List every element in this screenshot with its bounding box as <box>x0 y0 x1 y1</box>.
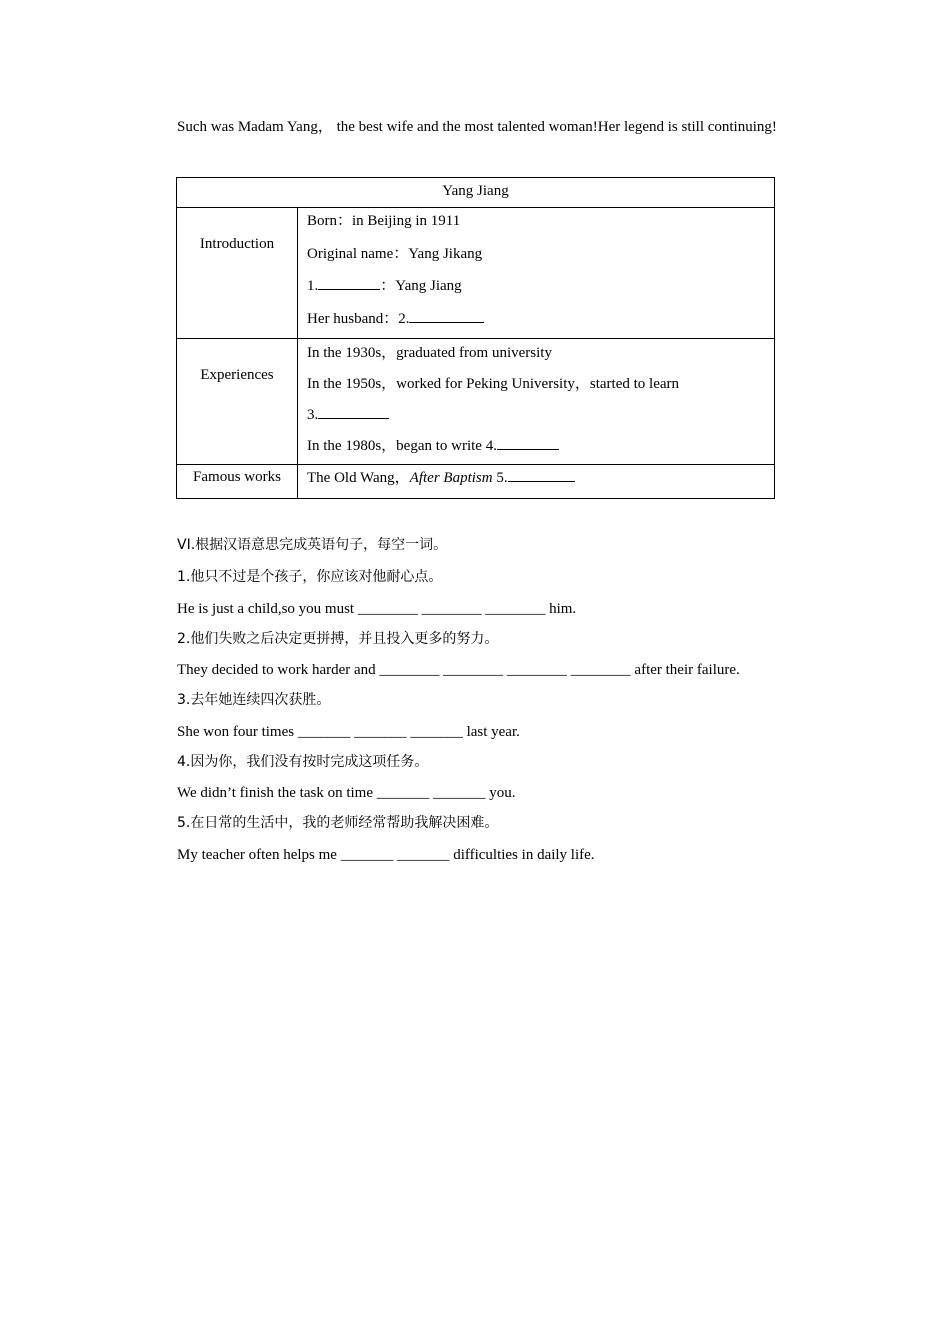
exercise-2-english: They decided to work harder and ________ ________ ________ ________ after their failure. <box>177 662 740 678</box>
exercise-4-english: We didn’t finish the task on time _______ _______ you. <box>177 785 516 801</box>
introduction-content <box>298 208 775 339</box>
experience-1930s: In the 1930s，graduated from university <box>307 345 552 361</box>
famous-works-label-cell <box>177 465 298 499</box>
experience-1980s <box>307 433 774 464</box>
introduction-label: Introduction <box>199 236 275 252</box>
item1-prefix: 1. <box>307 278 319 294</box>
exercise-5-chinese: 5.在日常的生活中，我的老师经常帮助我解决困难。 <box>177 815 499 831</box>
exercise-5-english: My teacher often helps me _______ _______ difficulties in daily life. <box>177 847 595 863</box>
table-title-row <box>177 178 775 208</box>
table-title: Yang Jiang <box>177 178 775 208</box>
original-name-line: Original name：Yang Jikang <box>307 245 483 262</box>
item1-suffix: ：Yang Jiang <box>380 278 462 294</box>
exercise-1-english: He is just a child,so you must ________ ________ ________ him. <box>177 601 577 617</box>
item4-prefix: In the 1980s，began to write 4. <box>307 438 497 454</box>
work-after-baptism: After Baptism <box>409 470 493 486</box>
exercise-1-chinese: 1.他只不过是个孩子，你应该对他耐心点。 <box>177 569 443 585</box>
experience-1950s: In the 1950s，worked for Peking University，started to learn <box>307 376 680 392</box>
work-old-wang: The Old Wang， <box>307 470 410 486</box>
husband-line <box>307 306 774 339</box>
husband-prefix: Her husband：2. <box>307 310 410 327</box>
famous-works-label: Famous works <box>193 469 281 485</box>
famous-works-content <box>298 465 775 499</box>
item5-prefix: 5. <box>492 470 508 486</box>
exercise-4-chinese: 4.因为你，我们没有按时完成这项任务。 <box>177 754 429 770</box>
intro-paragraph: Such was Madam Yang， the best wife and the most talented woman!Her legend is still continuing! <box>177 119 777 135</box>
born-line: Born：in Beijing in 1911 <box>307 213 461 229</box>
blank-4[interactable] <box>497 433 559 450</box>
famous-works-row <box>177 465 775 499</box>
exercise-3-chinese: 3.去年她连续四次获胜。 <box>177 692 331 708</box>
experiences-row <box>177 339 775 465</box>
blank-5[interactable] <box>508 465 575 482</box>
yang-jiang-table <box>176 177 775 499</box>
experiences-label: Experiences <box>200 367 274 383</box>
introduction-row <box>177 208 775 339</box>
experiences-label-cell <box>177 339 298 465</box>
exercise-2-chinese: 2.他们失败之后决定更拼搏，并且投入更多的努力。 <box>177 631 499 647</box>
pen-name-line <box>307 273 774 306</box>
blank-3[interactable] <box>318 402 389 419</box>
item3-prefix: 3. <box>307 407 319 423</box>
introduction-label-cell <box>177 208 298 339</box>
famous-works-line <box>307 465 774 490</box>
section-heading: VI.根据汉语意思完成英语句子，每空一词。 <box>177 537 448 553</box>
blank-2[interactable] <box>409 306 484 323</box>
experience-blank-3-line <box>307 402 774 433</box>
experiences-content <box>298 339 775 465</box>
exercise-3-english: She won four times _______ _______ _______ last year. <box>177 724 520 740</box>
blank-1[interactable] <box>318 273 380 290</box>
